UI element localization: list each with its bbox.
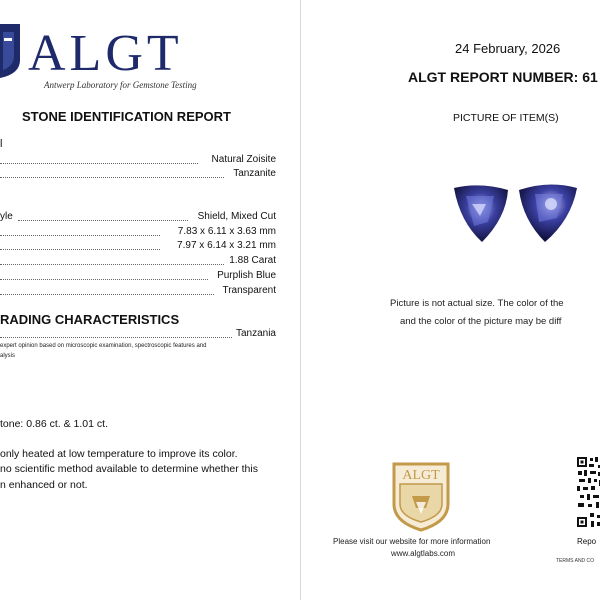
row-value: 7.83 x 6.11 x 3.63 mm xyxy=(177,226,276,237)
row-value: Shield, Mixed Cut xyxy=(197,211,276,222)
page-divider xyxy=(300,0,301,600)
picture-note: Picture is not actual size. The color of the xyxy=(390,298,564,309)
website-url: www.algtlabs.com xyxy=(391,549,456,558)
leader-dots xyxy=(0,222,160,236)
brand-subtitle: Antwerp Laboratory for Gemstone Testing xyxy=(44,80,197,90)
gemstone-image-right xyxy=(515,182,579,244)
qr-code-icon xyxy=(576,455,600,531)
leader-dots xyxy=(0,281,214,295)
row-value: Natural Zoisite xyxy=(211,154,276,165)
section-mark: l xyxy=(0,138,3,150)
row-value: Tanzanite xyxy=(233,168,276,179)
row-value: 1.88 Carat xyxy=(229,255,276,266)
grading-characteristics-title: RADING CHARACTERISTICS xyxy=(0,312,180,327)
report-title: STONE IDENTIFICATION REPORT xyxy=(22,109,231,124)
report-number: ALGT REPORT NUMBER: 61 xyxy=(408,69,598,85)
picture-title: PICTURE OF ITEM(S) xyxy=(453,112,559,124)
leader-dots xyxy=(0,266,208,280)
comment-method: no scientific method available to determine whether this xyxy=(0,463,258,475)
gemstone-image-left xyxy=(448,182,512,244)
seal-text: ALGT xyxy=(402,468,440,483)
visit-website-text: Please visit our website for more information xyxy=(333,537,491,546)
algt-seal-logo-icon xyxy=(390,460,452,532)
leader-dots xyxy=(18,207,188,221)
terms-text: TERMS AND CO xyxy=(556,558,595,564)
origin-note: expert opinion based on microscopic examination, spectroscopic features and xyxy=(0,343,207,349)
leader-dots xyxy=(0,164,224,178)
leader-dots xyxy=(0,324,232,338)
brand-logo-text: ALGT xyxy=(28,25,183,82)
row-value: 7.97 x 6.14 x 3.21 mm xyxy=(177,240,276,251)
row-value: Purplish Blue xyxy=(217,270,276,281)
comment-enhanced: n enhanced or not. xyxy=(0,479,88,491)
comment-treatment: only heated at low temperature to improve its color. xyxy=(0,448,238,460)
shield-logo-icon xyxy=(0,20,22,80)
row-value: Transparent xyxy=(222,285,276,296)
row-label: yle xyxy=(0,211,13,222)
leader-dots xyxy=(0,236,160,250)
picture-note-2: and the color of the picture may be diff xyxy=(400,316,562,327)
report-verification-label: Repo xyxy=(577,537,597,546)
comment-weights: tone: 0.86 ct. & 1.01 ct. xyxy=(0,418,108,430)
leader-dots xyxy=(0,251,224,265)
report-date: 24 February, 2026 xyxy=(455,41,561,56)
origin-note-2: alysis xyxy=(0,353,16,359)
leader-dots xyxy=(0,150,198,164)
row-value: Tanzania xyxy=(235,328,276,339)
